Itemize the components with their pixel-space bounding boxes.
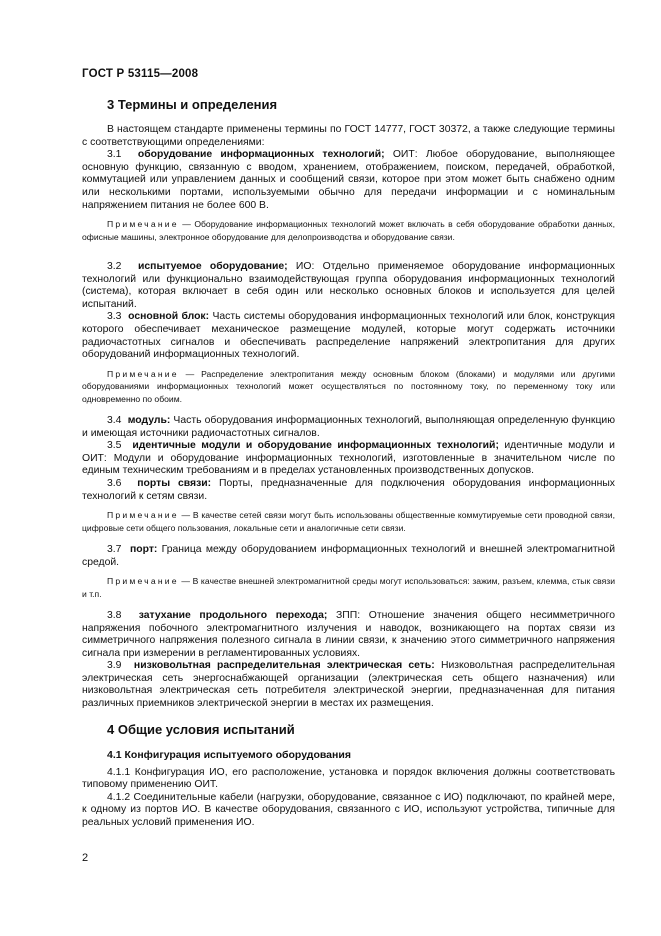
clause-4-1-1: 4.1.1 Конфигурация ИО, его расположение, установка и порядок включения должны соответствовать типовому применению ОИТ. — [82, 766, 615, 791]
term-number: 3.6 — [107, 477, 122, 489]
term-number: 3.7 — [107, 543, 122, 555]
note-label: Примечание — [107, 510, 179, 521]
term-name: испытуемое оборудование; — [138, 260, 288, 272]
term-3-7 — [82, 544, 615, 569]
note-2 — [82, 368, 615, 405]
term-3-9 — [82, 660, 615, 710]
term-name: порт: — [130, 543, 158, 555]
term-body: Низковольтная распределительная электрическая сеть энергоснабжающей организации (электрическая сеть общего назначения) или низковольтная электрическая сеть потребителя электрической энергии, предназначенная для питания различных приемников электрической энергии в местах их размещения. — [82, 660, 615, 710]
subsection-4-1-title: 4.1 Конфигурация испытуемого оборудования — [107, 748, 351, 761]
note-text: — Оборудование информационных технологий может включать в себя оборудование обработки данных, офисные машины, электронное оборудование для делопроизводства и оборудование связи. — [82, 219, 615, 242]
term-number: 3.8 — [107, 609, 122, 621]
term-number: 3.2 — [107, 260, 122, 272]
note-text: — В качестве внешней электромагнитной среды могут использоваться: зажим, разъем, клемма, стык связи и т.п. — [82, 576, 615, 599]
term-3-8 — [82, 610, 615, 660]
term-3-1 — [82, 149, 615, 212]
note-3 — [82, 509, 615, 534]
term-3-3 — [82, 311, 615, 361]
term-3-4 — [82, 415, 615, 440]
note-text: — В качестве сетей связи могут быть использованы общественные коммутируемые сети проводной связи, цифровые сети общего пользования, локальные сети и аналогичные сети связи. — [82, 510, 615, 533]
term-name: основной блок: — [128, 311, 210, 323]
clause-4-1-2: 4.1.2 Соединительные кабели (нагрузки, оборудование, связанное с ИО) подключают, по крайней мере, к одному из портов ИО. В качестве оборудования, связанного с ИО, используют устройства, типичные для реальных условий применения ИО. — [82, 791, 615, 829]
note-4 — [82, 575, 615, 600]
standard-header: ГОСТ Р 53115—2008 — [82, 68, 199, 80]
term-3-2 — [82, 261, 615, 311]
term-body: Часть системы оборудования информационных технологий или блок, конструкция которого обеспечивает механическое размещение модулей, которые могут содержать источники радиочастотных сигналов и обеспечивать распределение напряжений электропитания для других оборудований информационных технологий. — [82, 311, 616, 361]
term-name: оборудование информационных технологий; — [137, 149, 385, 161]
term-body: идентичные модули и ОИТ: Модули и оборудование информационных технологий, изготовленные в значительном числе по единым техническим требованиям и в пределах установленных производственных допусков. — [82, 440, 615, 477]
term-body: ОИТ: Любое оборудование, выполняющее основную функцию, связанную с вводом, хранением, отображением, поиском, передачей, обработкой, коммутацией или управлением данных и сообщений связи, которое при этом может быть снабжено одним или несколькими портами, используемыми обычно для передачи информации и с номинальным напряжением питания не более 600 В. — [82, 149, 615, 211]
term-number: 3.9 — [107, 660, 122, 672]
note-label: Примечание — [107, 368, 179, 379]
term-number: 3.1 — [107, 149, 122, 161]
note-label: Примечание — [107, 219, 179, 230]
term-name: затухание продольного перехода; — [138, 609, 328, 621]
term-number: 3.4 — [107, 414, 122, 426]
note-text: — Распределение электропитания между основным блоком (блоками) и модулями или другими оборудованиями информационных технологий может осуществляться по постоянному току, по переменному току или одновременно по обоим. — [82, 368, 615, 404]
section-3-title: 3 Термины и определения — [107, 97, 278, 112]
term-3-6 — [82, 478, 615, 503]
section-4-title: 4 Общие условия испытаний — [107, 721, 295, 737]
note-1 — [82, 218, 615, 243]
term-name: модуль: — [127, 414, 171, 426]
term-number: 3.3 — [107, 311, 122, 323]
term-name: идентичные модули и оборудование информационных технологий; — [132, 440, 499, 452]
term-body: Граница между оборудованием информационных технологий и внешней электромагнитной средой. — [82, 543, 616, 568]
section-3-intro: В настоящем стандарте применены термины по ГОСТ 14777, ГОСТ 30372, а также следующие термины с соответствующими определениями: — [82, 124, 615, 148]
term-name: низковольтная распределительная электрическая сеть: — [133, 660, 435, 672]
page-number: 2 — [82, 852, 89, 864]
term-name: порты связи: — [137, 477, 212, 489]
term-body: ЗПП: Отношение значения общего несимметричного напряжения побочного электромагнитного излучения и наводок, возникающего на портах связи из симметричного напряжения полезного сигнала в линии связи, к значению этого симметричного напряжения сигнала при измерении в регламентированных условиях. — [82, 609, 615, 659]
term-body: Порты, предназначенные для подключения оборудования информационных технологий к сетям связи. — [82, 477, 615, 502]
term-body: Часть оборудования информационных технологий, выполняющая определенную функцию и имеющая источники радиочастотных сигналов. — [82, 414, 615, 439]
term-3-5 — [82, 440, 615, 478]
term-body: ИО: Отдельно применяемое оборудование информационных технологий или функционально взаимодействующая группа оборудования информационных технологий (система), которая включает в себя один или несколько основных блоков и используется для целей испытаний. — [82, 260, 615, 310]
note-label: Примечание — [107, 576, 179, 587]
term-number: 3.5 — [107, 440, 122, 452]
